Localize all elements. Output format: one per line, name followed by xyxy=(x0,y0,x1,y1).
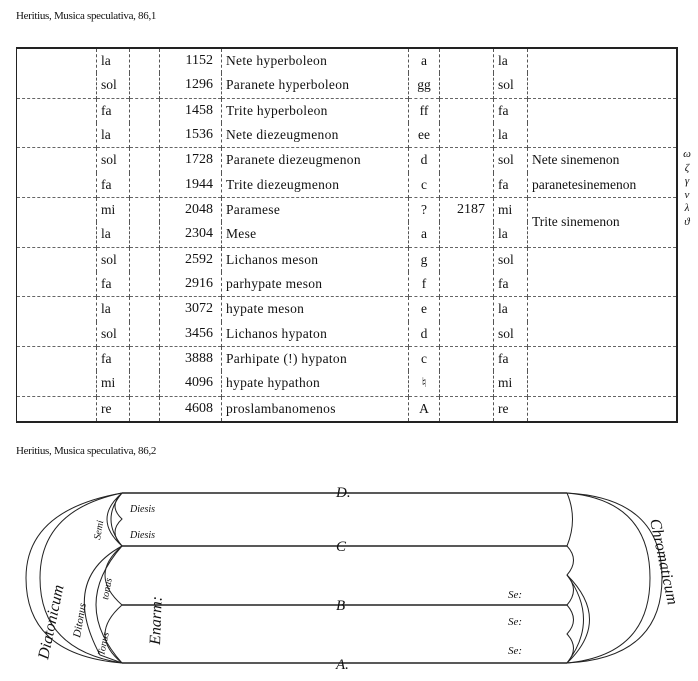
syllable-cell-2: la xyxy=(494,48,528,73)
extra-number-cell xyxy=(440,173,494,198)
blank-cell xyxy=(17,371,97,396)
blank-cell xyxy=(17,247,97,272)
syllable-cell: fa xyxy=(97,98,130,123)
number-cell: 3456 xyxy=(160,322,222,347)
number-cell: 3072 xyxy=(160,297,222,322)
label-a: A. xyxy=(336,657,349,673)
blank-cell xyxy=(130,197,160,222)
blank-cell xyxy=(17,173,97,198)
letter-cell: d xyxy=(409,322,440,347)
name-cell: hypate meson xyxy=(222,297,409,322)
syllable-cell: mi xyxy=(97,197,130,222)
blank-cell xyxy=(17,297,97,322)
blank-cell xyxy=(130,222,160,247)
blank-cell xyxy=(17,148,97,173)
blank-cell xyxy=(17,222,97,247)
number-cell: 3888 xyxy=(160,346,222,371)
label-se-1: Se: xyxy=(508,589,523,601)
syllable-cell: fa xyxy=(97,173,130,198)
blank-cell xyxy=(130,346,160,371)
name-cell: Nete diezeugmenon xyxy=(222,123,409,148)
greek-letter: ζ xyxy=(684,161,690,174)
label-ditonus: Ditonus xyxy=(71,602,90,639)
table-row xyxy=(17,396,677,422)
name-cell: Trite hyperboleon xyxy=(222,98,409,123)
name-cell: Nete hyperboleon xyxy=(222,48,409,73)
right-cell xyxy=(528,297,677,322)
table-row xyxy=(17,48,677,73)
syllable-cell: re xyxy=(97,396,130,422)
right-cell xyxy=(528,98,677,123)
label-chromaticum: Chromaticum xyxy=(646,517,681,607)
table-row xyxy=(17,123,677,148)
syllable-cell: sol xyxy=(97,247,130,272)
extra-number-cell xyxy=(440,222,494,247)
right-cell xyxy=(528,247,677,272)
blank-cell xyxy=(130,48,160,73)
table-row xyxy=(17,247,677,272)
syllable-cell: la xyxy=(97,297,130,322)
syllable-cell-2: sol xyxy=(494,247,528,272)
syllable-cell-2: fa xyxy=(494,173,528,198)
blank-cell xyxy=(130,73,160,98)
syllable-cell-2: sol xyxy=(494,322,528,347)
label-enarm: Enarm: xyxy=(147,595,166,646)
extra-number-cell xyxy=(440,48,494,73)
syllable-cell-2: sol xyxy=(494,148,528,173)
label-se-3: Se: xyxy=(508,645,523,657)
syllable-cell-2: mi xyxy=(494,197,528,222)
name-cell: Lichanos hypaton xyxy=(222,322,409,347)
blank-cell xyxy=(130,247,160,272)
blank-cell xyxy=(130,371,160,396)
table-row xyxy=(17,272,677,297)
syllable-cell-2: la xyxy=(494,297,528,322)
right-cell: Nete sinemenon xyxy=(528,148,677,173)
number-cell: 1152 xyxy=(160,48,222,73)
greek-margin-letters xyxy=(680,148,694,229)
right-cell xyxy=(528,48,677,73)
caption-top: Heritius, Musica speculativa, 86,1 xyxy=(16,10,157,22)
letter-cell: a xyxy=(409,48,440,73)
blank-cell xyxy=(17,396,97,422)
blank-cell xyxy=(130,173,160,198)
label-se-2: Se: xyxy=(508,616,523,628)
right-cell xyxy=(528,272,677,297)
blank-cell xyxy=(17,123,97,148)
syllable-cell-2: fa xyxy=(494,346,528,371)
name-cell: Trite diezeugmenon xyxy=(222,173,409,198)
greek-letter: γ xyxy=(684,175,690,187)
extra-number-cell xyxy=(440,98,494,123)
table-row xyxy=(17,173,677,198)
extra-number-cell xyxy=(440,346,494,371)
number-cell: 1536 xyxy=(160,123,222,148)
right-cell xyxy=(528,73,677,98)
blank-cell xyxy=(17,322,97,347)
number-cell: 1296 xyxy=(160,73,222,98)
blank-cell xyxy=(130,148,160,173)
syllable-cell: sol xyxy=(97,148,130,173)
caption-bottom: Heritius, Musica speculativa, 86,2 xyxy=(16,445,157,457)
syllable-cell-2: la xyxy=(494,123,528,148)
table-row xyxy=(17,148,677,173)
syllable-cell: fa xyxy=(97,272,130,297)
extra-number-cell xyxy=(440,123,494,148)
label-d: D. xyxy=(336,485,351,501)
extra-number-cell: 2187 xyxy=(440,197,494,222)
name-cell: proslambanomenos xyxy=(222,396,409,422)
blank-cell xyxy=(17,197,97,222)
syllable-cell-2: la xyxy=(494,222,528,247)
letter-cell: ? xyxy=(409,197,440,222)
table-row xyxy=(17,73,677,98)
name-cell: hypate hypathon xyxy=(222,371,409,396)
table-row xyxy=(17,371,677,396)
blank-cell xyxy=(17,98,97,123)
letter-cell: c xyxy=(409,173,440,198)
letter-cell: ee xyxy=(409,123,440,148)
extra-number-cell xyxy=(440,73,494,98)
right-cell xyxy=(528,346,677,371)
letter-cell: gg xyxy=(409,73,440,98)
blank-cell xyxy=(130,396,160,422)
blank-cell xyxy=(17,346,97,371)
syllable-cell: la xyxy=(97,222,130,247)
letter-cell: A xyxy=(409,396,440,422)
greek-letter: ϑ xyxy=(684,215,690,228)
name-cell: parhypate meson xyxy=(222,272,409,297)
letter-cell: g xyxy=(409,247,440,272)
syllable-cell: sol xyxy=(97,322,130,347)
label-tonus-1: tonus xyxy=(100,577,115,601)
table-row xyxy=(17,98,677,123)
syllable-cell: la xyxy=(97,48,130,73)
label-diesis-2: Diesis xyxy=(130,530,155,541)
syllable-cell: la xyxy=(97,123,130,148)
number-cell: 2592 xyxy=(160,247,222,272)
name-cell: Paranete diezeugmenon xyxy=(222,148,409,173)
syllable-cell-2: sol xyxy=(494,73,528,98)
extra-number-cell xyxy=(440,371,494,396)
right-cell xyxy=(528,371,677,396)
syllable-cell: fa xyxy=(97,346,130,371)
name-cell: Paramese xyxy=(222,197,409,222)
number-cell: 4096 xyxy=(160,371,222,396)
table-row xyxy=(17,197,677,222)
letter-cell: ♮ xyxy=(409,371,440,396)
blank-cell xyxy=(17,272,97,297)
greek-letter: ν xyxy=(684,188,690,201)
blank-cell xyxy=(130,297,160,322)
right-cell xyxy=(528,396,677,422)
syllable-cell: sol xyxy=(97,73,130,98)
label-c: C xyxy=(336,539,347,555)
blank-cell xyxy=(130,272,160,297)
blank-cell xyxy=(130,322,160,347)
letter-cell: ff xyxy=(409,98,440,123)
right-cell xyxy=(528,123,677,148)
blank-cell xyxy=(130,123,160,148)
label-tonus-2: Tonus xyxy=(96,631,112,657)
letter-cell: c xyxy=(409,346,440,371)
letter-cell: d xyxy=(409,148,440,173)
greek-letter: ω xyxy=(683,148,691,160)
number-cell: 1944 xyxy=(160,173,222,198)
name-cell: Mese xyxy=(222,222,409,247)
name-cell: Lichanos meson xyxy=(222,247,409,272)
table-row xyxy=(17,297,677,322)
name-cell: Parhipate (!) hypaton xyxy=(222,346,409,371)
horizontal-lines xyxy=(122,493,567,663)
genera-diagram xyxy=(0,470,698,681)
number-cell: 1728 xyxy=(160,148,222,173)
right-arcs xyxy=(567,493,662,663)
table-row xyxy=(17,346,677,371)
extra-number-cell xyxy=(440,247,494,272)
extra-number-cell xyxy=(440,272,494,297)
syllable-cell-2: fa xyxy=(494,98,528,123)
name-cell: Paranete hyperboleon xyxy=(222,73,409,98)
right-cell: Trite sinemenon xyxy=(528,197,677,247)
number-cell: 2916 xyxy=(160,272,222,297)
greek-letter: λ xyxy=(684,202,690,214)
extra-number-cell xyxy=(440,148,494,173)
right-cell: paranetesinemenon xyxy=(528,173,677,198)
blank-cell xyxy=(130,98,160,123)
extra-number-cell xyxy=(440,396,494,422)
blank-cell xyxy=(17,48,97,73)
number-cell: 1458 xyxy=(160,98,222,123)
extra-number-cell xyxy=(440,297,494,322)
tone-table xyxy=(16,47,678,423)
syllable-cell: mi xyxy=(97,371,130,396)
blank-cell xyxy=(17,73,97,98)
extra-number-cell xyxy=(440,322,494,347)
label-b: B xyxy=(336,598,346,614)
right-cell xyxy=(528,322,677,347)
number-cell: 2304 xyxy=(160,222,222,247)
label-diatonicum: Diatonicum xyxy=(35,583,68,661)
syllable-cell-2: fa xyxy=(494,272,528,297)
letter-cell: f xyxy=(409,272,440,297)
label-semi: Semi xyxy=(92,519,107,541)
number-cell: 4608 xyxy=(160,396,222,422)
syllable-cell-2: re xyxy=(494,396,528,422)
table-row xyxy=(17,322,677,347)
label-diesis-1: Diesis xyxy=(130,504,155,515)
syllable-cell-2: mi xyxy=(494,371,528,396)
number-cell: 2048 xyxy=(160,197,222,222)
letter-cell: e xyxy=(409,297,440,322)
letter-cell: a xyxy=(409,222,440,247)
